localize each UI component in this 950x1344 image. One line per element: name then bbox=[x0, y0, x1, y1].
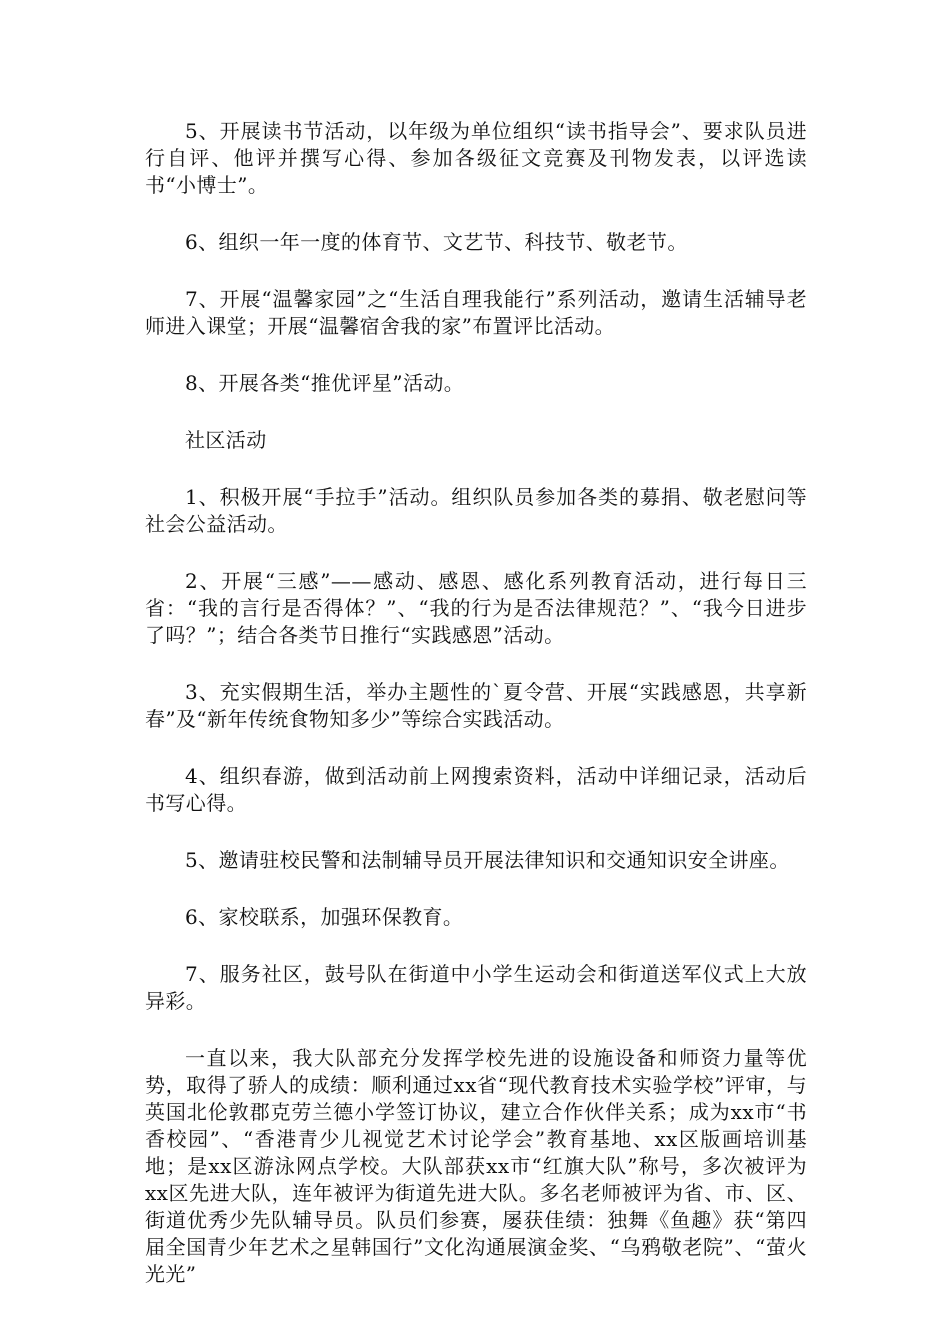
paragraph-holiday-life: 3、充实假期生活，举办主题性的`夏令营、开展“实践感恩，共享新春”及“新年传统食物知多少”等综合实践活动。 bbox=[145, 680, 807, 731]
paragraph-festivals: 6、组织一年一度的体育节、文艺节、科技节、敬老节。 bbox=[185, 230, 688, 254]
paragraph-warm-home: 7、开展“温馨家园”之“生活自理我能行”系列活动，邀请生活辅导老师进入课堂；开展“温馨宿舍我的家”布置评比活动。 bbox=[145, 287, 807, 338]
paragraph-achievements: 一直以来，我大队部充分发挥学校先进的设施设备和师资力量等优势，取得了骄人的成绩：顺利通过xx省“现代教育技术实验学校”评审，与英国北伦敦郡克劳兰德小学签订协议，建立合作伙伴关系；成为xx市“书香校园”、“香港青少儿视觉艺术讨论学会”教育基地、xx区版画培训基地；是xx区游泳网点学校。大队部获xx市“红旗大队”称号，多次被评为xx区先进大队，连年被评为街道先进大队。多名老师被评为省、市、区、街道优秀少先队辅导员。队员们参赛，屡获佳绩：独舞《鱼趣》获“第四届全国青少年艺术之星韩国行”文化沟通展演金奖、“乌鸦敬老院”、“萤火光光” bbox=[145, 1046, 807, 1286]
paragraph-home-school: 6、家校联系，加强环保教育。 bbox=[185, 905, 464, 929]
paragraph-safety-lecture: 5、邀请驻校民警和法制辅导员开展法律知识和交通知识安全讲座。 bbox=[185, 848, 790, 872]
paragraph-spring-outing: 4、组织春游，做到活动前上网搜索资料，活动中详细记录，活动后书写心得。 bbox=[145, 764, 807, 815]
paragraph-three-feelings: 2、开展“三感”——感动、感恩、感化系列教育活动，进行每日三省：“我的言行是否得体？”、“我的行为是否法律规范？”、“我今日进步了吗？”；结合各类节日推行“实践感恩”活动。 bbox=[145, 569, 807, 647]
document-body bbox=[145, 118, 807, 1288]
paragraph-hand-in-hand: 1、积极开展“手拉手”活动。组织队员参加各类的募捐、敬老慰问等社会公益活动。 bbox=[145, 485, 807, 536]
paragraph-star-selection: 8、开展各类“推优评星”活动。 bbox=[185, 371, 465, 395]
section-heading-community: 社区活动 bbox=[185, 428, 267, 452]
paragraph-community-service: 7、服务社区，鼓号队在街道中小学生运动会和街道送军仪式上大放异彩。 bbox=[145, 962, 807, 1013]
paragraph-reading-festival: 5、开展读书节活动，以年级为单位组织“读书指导会”、要求队员进行自评、他评并撰写心得、参加各级征文竞赛及刊物发表，以评选读书“小博士”。 bbox=[145, 119, 807, 197]
